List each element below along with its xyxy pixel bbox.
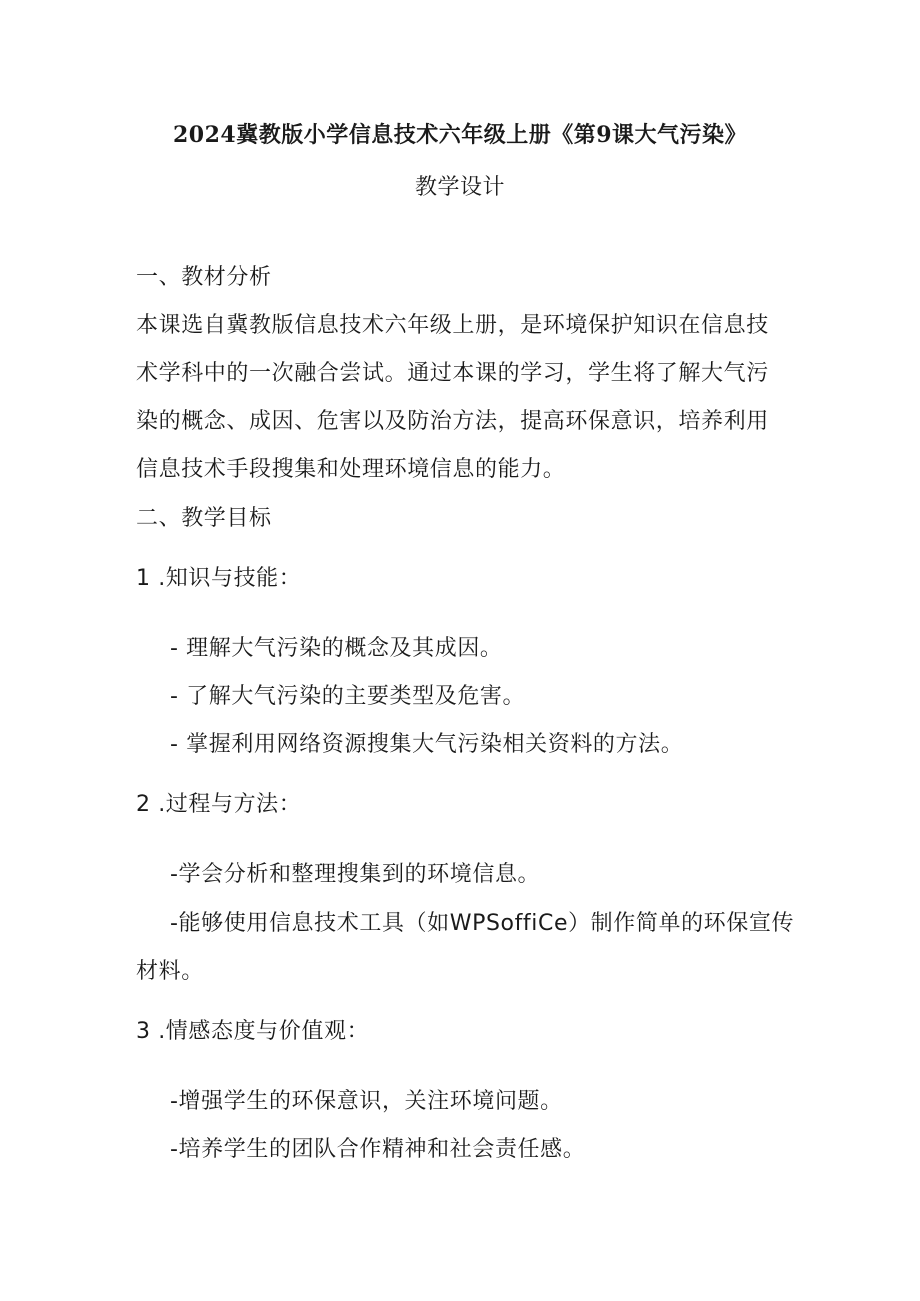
- list-item: -能够使用信息技术工具（如WPSoffiCe）制作简单的环保宣传: [170, 911, 795, 936]
- list-item: - 理解大气污染的概念及其成因。: [170, 636, 503, 661]
- paragraph-line: 染的概念、成因、危害以及防治方法，提高环保意识，培养利用: [136, 409, 769, 434]
- document-subtitle: 教学设计: [414, 175, 505, 200]
- list-item: - 掌握利用网络资源搜集大气污染相关资料的方法。: [170, 732, 684, 757]
- goal-heading-attitude: 3 .情感态度与价值观：: [136, 1019, 370, 1044]
- list-item: -学会分析和整理搜集到的环境信息。: [170, 862, 541, 887]
- section-heading-goals: 二、教学目标: [136, 506, 272, 531]
- document-title: 2024冀教版小学信息技术六年级上册《第9课大气污染》: [172, 122, 748, 148]
- paragraph-line: 本课选自冀教版信息技术六年级上册，是环境保护知识在信息技: [136, 313, 769, 338]
- goal-heading-process: 2 .过程与方法：: [136, 792, 302, 817]
- list-item: -增强学生的环保意识，关注环境问题。: [170, 1089, 563, 1114]
- list-item-continuation: 材料。: [136, 959, 204, 984]
- goal-heading-knowledge: 1 .知识与技能：: [136, 566, 302, 591]
- paragraph-line: 术学科中的一次融合尝试。通过本课的学习，学生将了解大气污: [136, 361, 769, 386]
- paragraph-line: 信息技术手段搜集和处理环境信息的能力。: [136, 457, 566, 482]
- section-heading-materials: 一、教材分析: [136, 265, 272, 290]
- list-item: -培养学生的团队合作精神和社会责任感。: [170, 1137, 586, 1162]
- list-item: - 了解大气污染的主要类型及危害。: [170, 684, 526, 709]
